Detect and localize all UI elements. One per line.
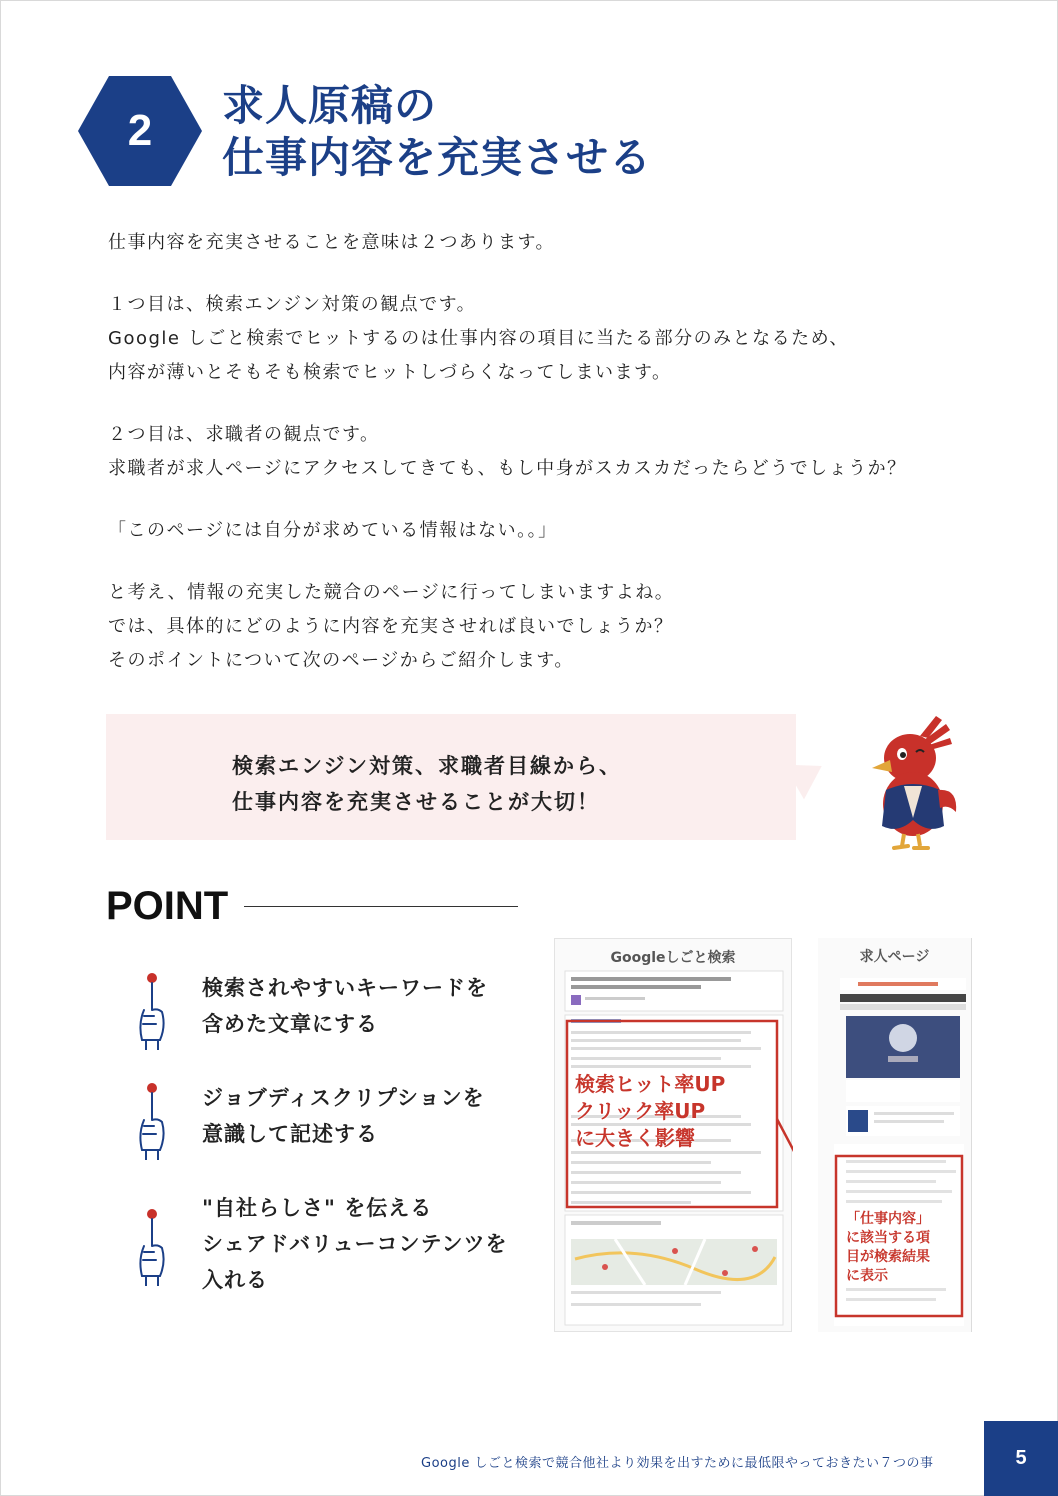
note-line: に表示 bbox=[846, 1268, 888, 1284]
note-line: に該当する項 bbox=[846, 1230, 930, 1246]
title-line: 求人原稿の bbox=[222, 81, 438, 130]
callout-line: 仕事内容を充実させることが大切！ bbox=[232, 790, 600, 814]
point-line-text: 検索されやすいキーワードを bbox=[202, 976, 488, 1000]
pointing-hand-icon bbox=[124, 970, 172, 1052]
body-line: １つ目は、検索エンジン対策の観点です。 bbox=[108, 294, 477, 315]
point-divider bbox=[244, 906, 518, 907]
highlight-line: に大きく影響 bbox=[575, 1126, 695, 1150]
point-line-text: 含めた文章にする bbox=[202, 1012, 378, 1036]
page-number: 5 bbox=[984, 1421, 1058, 1496]
point-line-text: ジョブディスクリプションを bbox=[202, 1086, 485, 1110]
body-line: 内容が薄いとそもそも検索でヒットしづらくなってしまいます。 bbox=[108, 362, 672, 383]
point-item-text bbox=[202, 1190, 507, 1298]
section-number-badge bbox=[78, 76, 202, 186]
bird-mascot-icon bbox=[858, 708, 968, 854]
highlight-line: クリック率UP bbox=[575, 1099, 706, 1123]
pointing-hand-icon bbox=[124, 1206, 172, 1288]
pointing-hand-icon bbox=[124, 1080, 172, 1162]
job-page-panel-label: 求人ページ bbox=[859, 949, 930, 965]
body-line: 仕事内容を充実させることを意味は２つあります。 bbox=[108, 232, 556, 253]
body-line: では、具体的にどのように内容を充実させれば良いでしょうか？ bbox=[108, 616, 674, 637]
body-line: Google しごと検索でヒットするのは仕事内容の項目に当たる部分のみとなるため、 bbox=[108, 328, 849, 349]
callout-line: 検索エンジン対策、求職者目線から、 bbox=[232, 754, 622, 778]
point-heading: POINT bbox=[106, 884, 229, 928]
highlight-text bbox=[575, 1071, 725, 1152]
point-line-text: 意識して記述する bbox=[202, 1122, 378, 1146]
point-item-text bbox=[202, 970, 488, 1042]
body-line: と考え、情報の充実した競合のページに行ってしまいますよね。 bbox=[108, 582, 675, 603]
footer-text: Google しごと検索で競合他社より効果を出すために最低限やっておきたい７つの事 bbox=[421, 1456, 934, 1471]
body-text bbox=[108, 226, 1008, 678]
point-line-text: 入れる bbox=[202, 1268, 268, 1292]
title-line: 仕事内容を充実させる bbox=[222, 133, 653, 182]
body-line: ２つ目は、求職者の観点です。 bbox=[108, 424, 380, 445]
point-line-text: "自社らしさ" を伝える bbox=[202, 1196, 433, 1220]
body-line: 「このページには自分が求めている情報はない。。」 bbox=[108, 520, 558, 541]
note-line: 目が検索結果 bbox=[846, 1249, 930, 1265]
job-page-panel bbox=[818, 938, 972, 1332]
point-item-text bbox=[202, 1080, 485, 1152]
section-number: 2 bbox=[127, 106, 153, 155]
note-line: 「仕事内容」 bbox=[846, 1211, 930, 1227]
google-panel-label: Googleしごと検索 bbox=[610, 950, 736, 966]
search-illustration bbox=[554, 938, 972, 1332]
page-title bbox=[222, 80, 652, 184]
point-line-text: シェアドバリューコンテンツを bbox=[202, 1232, 508, 1256]
note-text bbox=[846, 1210, 930, 1286]
google-panel bbox=[554, 938, 792, 1332]
callout-text bbox=[232, 748, 622, 820]
body-line: 求職者が求人ページにアクセスしてきても、もし中身がスカスカだったらどうでしょうか？ bbox=[108, 458, 907, 479]
body-line: そのポイントについて次のページからご紹介します。 bbox=[108, 650, 574, 671]
highlight-line: 検索ヒット率UP bbox=[575, 1072, 726, 1096]
